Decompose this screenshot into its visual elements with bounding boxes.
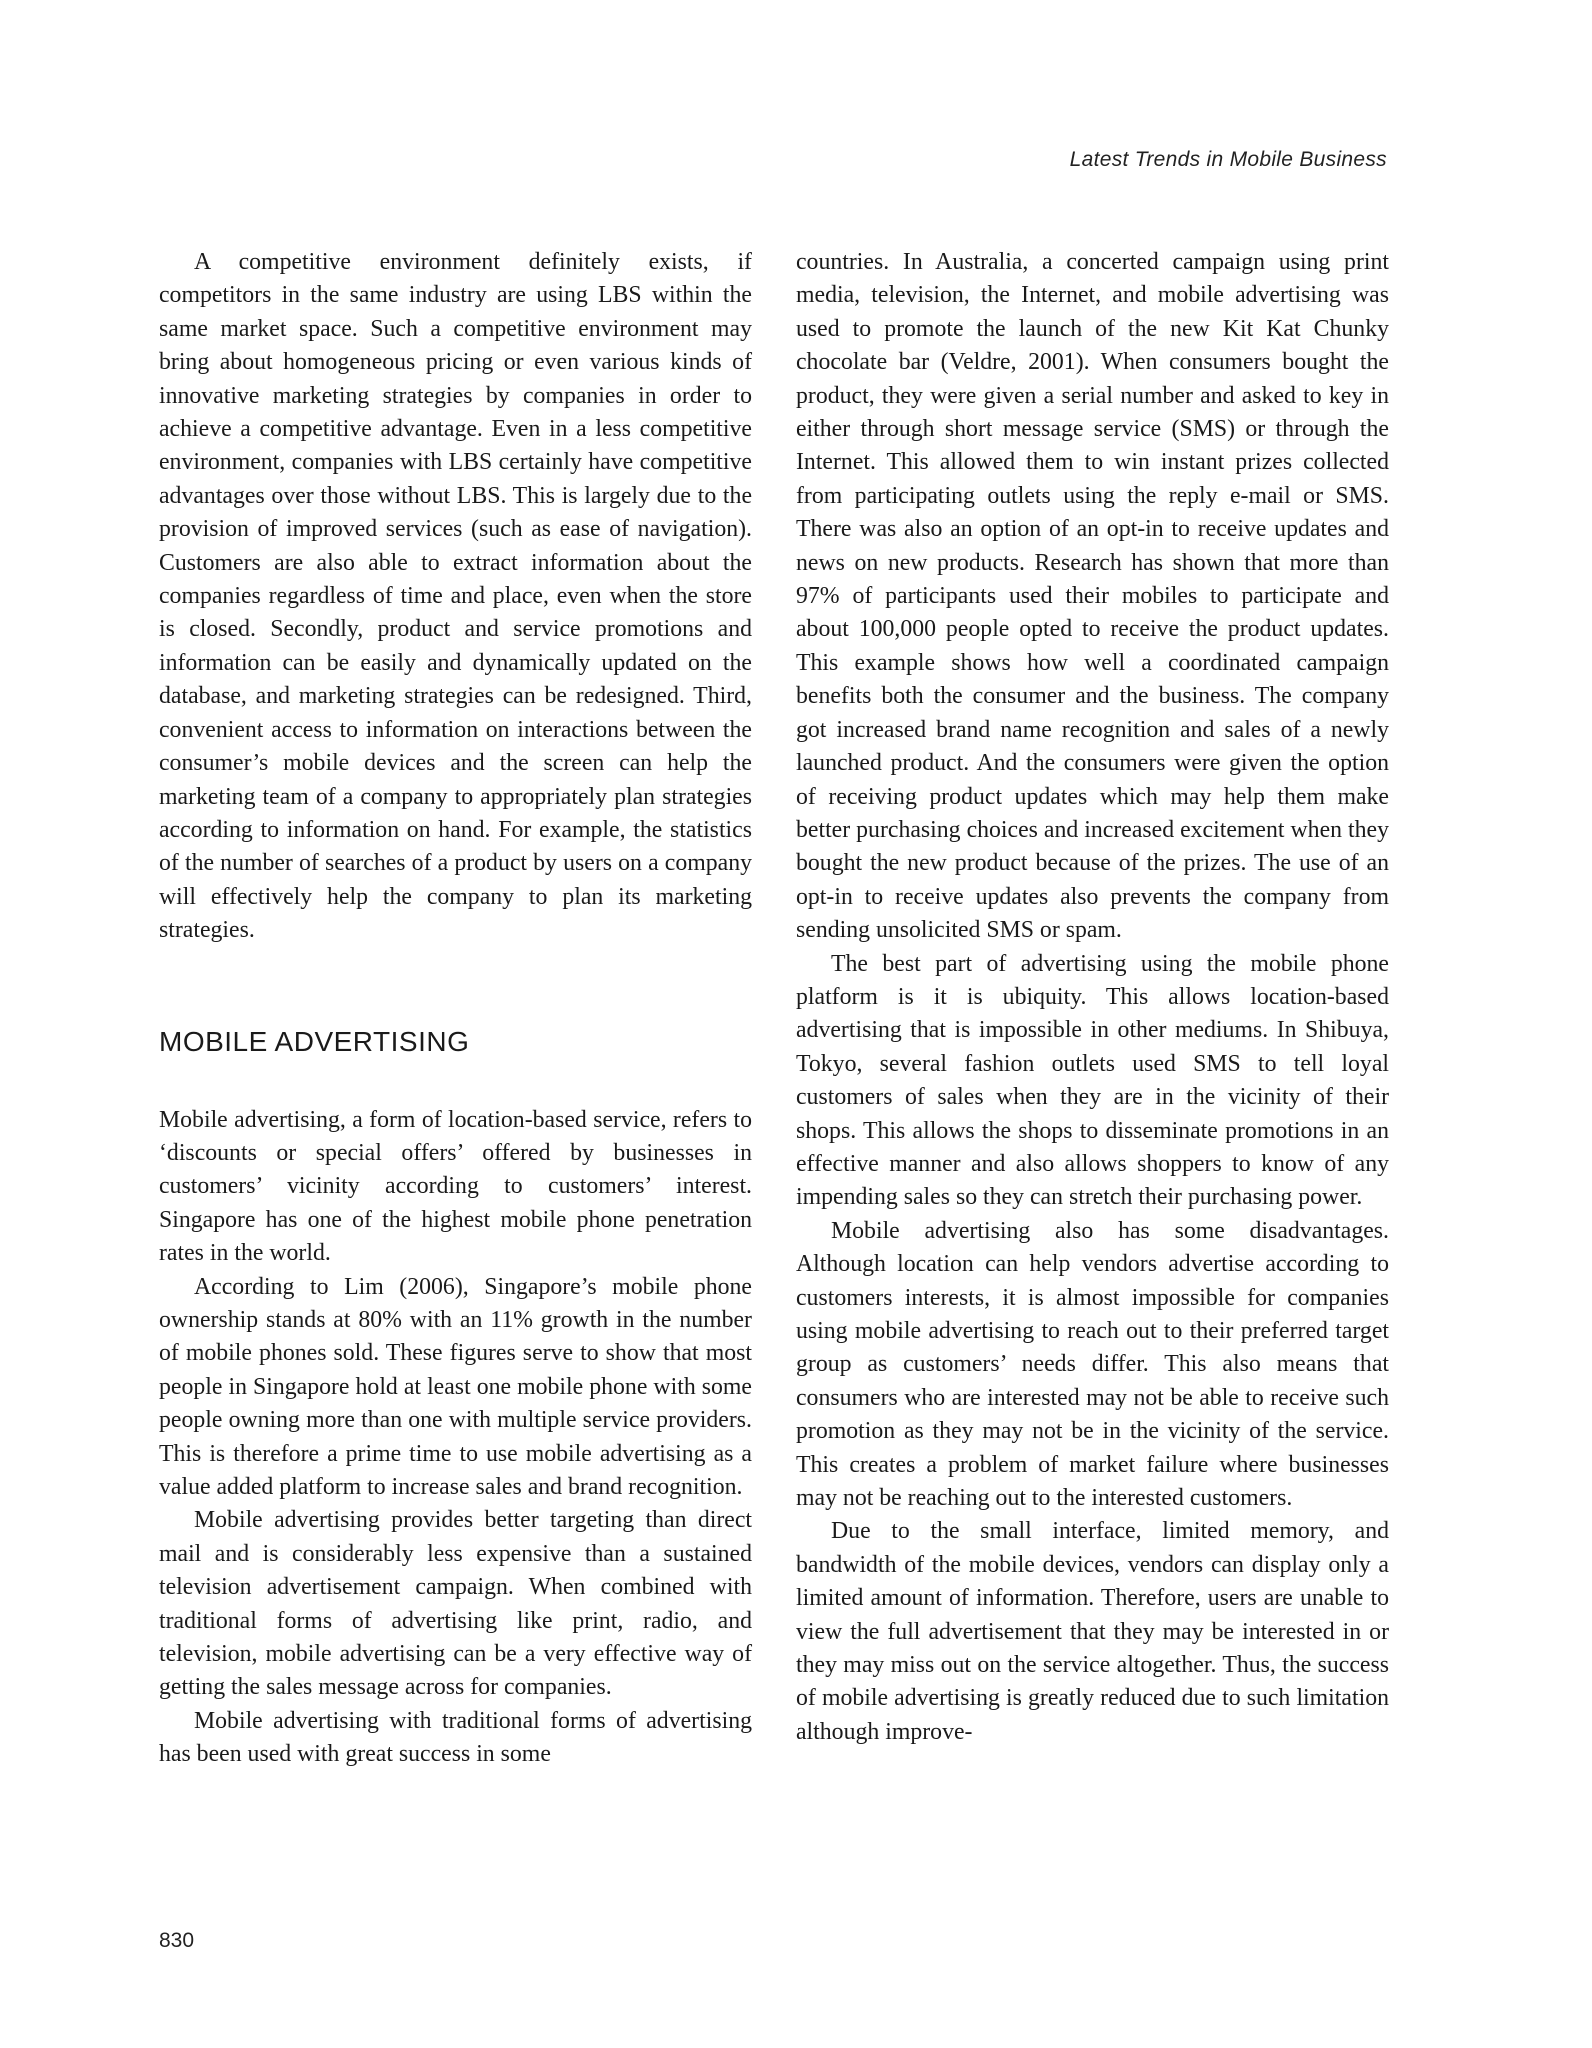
left-paragraph-2: Mobile advertising, a form of location-based service, refers to ‘discounts or special offers’ offered by businesses in customers’ vicinity according to customers’ interest. Singapore has one of the highest mobile phone penetration rates in the world. <box>159 1106 752 1267</box>
right-column <box>796 246 1389 1749</box>
section-heading-mobile-advertising: MOBILE ADVERTISING <box>159 1025 470 1057</box>
left-paragraph-5: Mobile advertising with traditional forms of advertising has been used with great success in some <box>159 1707 752 1768</box>
left-paragraph-1: A competitive environment definitely exists, if competitors in the same industry are using LBS within the same market space. Such a competitive environment may bring about homogeneous pricing or even various kinds of innovative marketing strategies by companies in order to achieve a competitive advantage. Even in a less competitive environment, companies with LBS certainly have competitive advantages over those without LBS. This is largely due to the provision of improved services (such as ease of navigation). Customers are also able to extract information about the companies regardless of time and place, even when the store is closed. Secondly, product and service promotions and information can be easily and dynamically updated on the database, and marketing strategies can be redesigned. Third, convenient access to information on interactions between the consumer’s mobile devices and the screen can help the marketing team of a company to appropriately plan strategies according to information on hand. For example, the statistics of the number of searches of a product by users on a company will effectively help the company to plan its marketing strategies. <box>159 249 752 944</box>
right-paragraph-2: The best part of advertising using the mobile phone platform is it is ubiquity. This allows location-based advertising that is impossible in other mediums. In Shibuya, Tokyo, several fashion outlets used SMS to tell loyal customers of sales when they are in the vicinity of their shops. This allows the shops to disseminate promotions in an effective manner and also allows shoppers to know of any impending sales so they can stretch their purchasing power. <box>796 950 1389 1211</box>
running-header-title: Latest Trends in Mobile Business <box>1069 148 1387 171</box>
right-paragraph-4: Due to the small interface, limited memory, and bandwidth of the mobile devices, vendors can display only a limited amount of information. Therefore, users are unable to view the full advertisement that they may be interested in or they may miss out on the service altogether. Thus, the success of mobile advertising is greatly reduced due to such limitation although improve- <box>796 1518 1389 1745</box>
left-column <box>159 246 752 1772</box>
page-number: 830 <box>159 1929 195 1952</box>
left-paragraph-4: Mobile advertising provides better targeting than direct mail and is considerably less expensive than a sustained television advertisement campaign. When combined with traditional forms of advertising like print, radio, and television, mobile advertising can be a very effective way of getting the sales message across for companies. <box>159 1507 752 1701</box>
right-paragraph-3: Mobile advertising also has some disadvantages. Although location can help vendors advertise according to customers interests, it is almost impossible for companies using mobile advertising to reach out to their preferred target group as customers’ needs differ. This also means that consumers who are interested may not be able to receive such promotion as they may not be in the vicinity of the service. This creates a problem of market failure where businesses may not be reaching out to the interested customers. <box>796 1217 1389 1512</box>
left-paragraph-3: According to Lim (2006), Singapore’s mobile phone ownership stands at 80% with an 11% growth in the number of mobile phones sold. These figures serve to show that most people in Singapore hold at least one mobile phone with some people owning more than one with multiple service providers. This is therefore a prime time to use mobile advertising as a value added platform to increase sales and brand recognition. <box>159 1273 752 1500</box>
right-paragraph-1: countries. In Australia, a concerted campaign using print media, television, the Internet, and mobile advertising was used to promote the launch of the new Kit Kat Chunky chocolate bar (Veldre, 2001). When consumers bought the product, they were given a serial number and asked to key in either through short message service (SMS) or through the Internet. This allowed them to win instant prizes collected from participating outlets using the reply e-mail or SMS. There was also an option of an opt-in to receive updates and news on new products. Research has shown that more than 97% of participants used their mobiles to participate and about 100,000 people opted to receive the product updates. This example shows how well a coordinated campaign benefits both the consumer and the business. The company got increased brand name recognition and sales of a newly launched product. And the consumers were given the option of receiving product updates which may help them make better purchasing choices and increased excitement when they bought the new product because of the prizes. The use of an opt-in to receive updates also prevents the company from sending unsolicited SMS or spam. <box>796 249 1389 944</box>
